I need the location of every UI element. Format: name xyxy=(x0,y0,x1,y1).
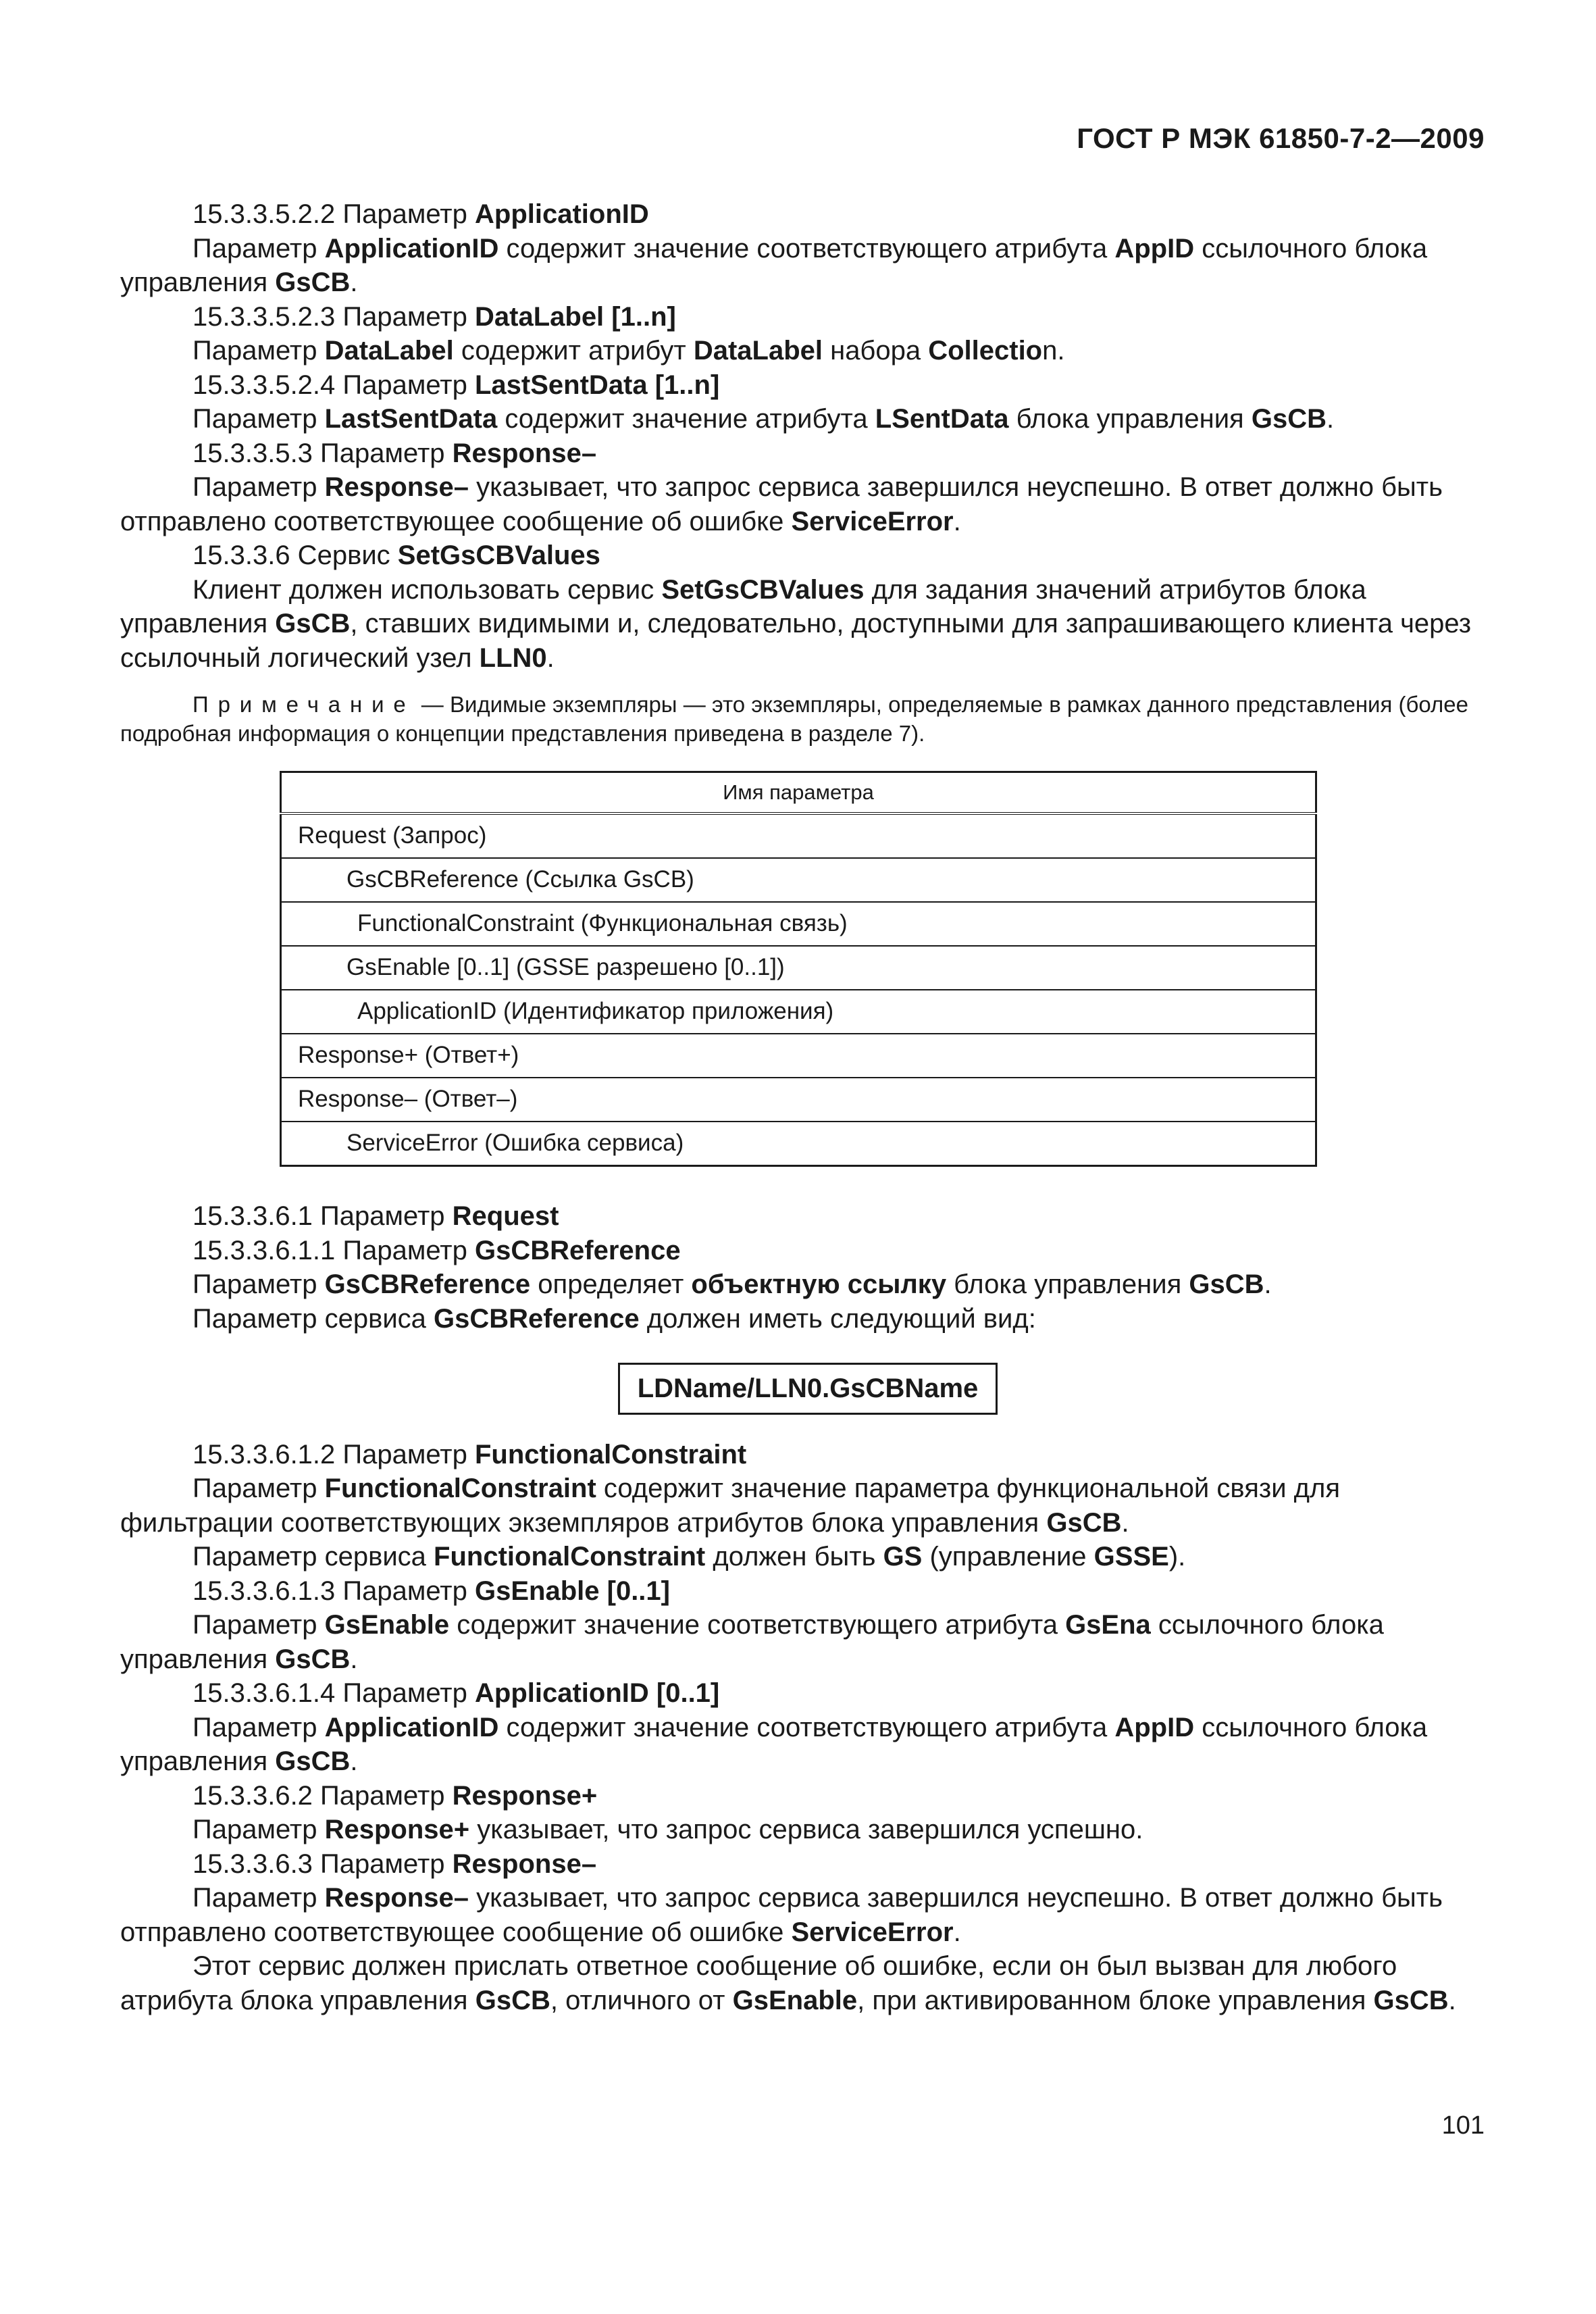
table-row xyxy=(281,858,1316,902)
paragraph: Параметр GsEnable содержит значение соответствующего атрибута GsEna ссылочного блока управления GsCB. xyxy=(120,1610,1384,1674)
paragraph: Этот сервис должен прислать ответное сообщение об ошибке, если он был вызван для любого атрибута блока управления GsCB, отличного от GsEnable, при активированном блоке управления GsCB. xyxy=(120,1951,1456,2015)
table-cell: GsCBReference (Ссылка GsCB) xyxy=(281,858,1316,902)
paragraph: Параметр Response+ указывает, что запрос сервиса завершился успешно. xyxy=(192,1815,1143,1844)
table-cell: ServiceError (Ошибка сервиса) xyxy=(281,1122,1316,1166)
clause-heading: 15.3.3.6 Сервис SetGsCBValues xyxy=(192,540,600,570)
table-cell: Response– (Ответ–) xyxy=(281,1078,1316,1122)
clause-heading: 15.3.3.6.2 Параметр Response+ xyxy=(192,1780,598,1811)
table-row xyxy=(281,902,1316,946)
paragraph: Клиент должен использовать сервис SetGsCBValues для задания значений атрибутов блока управления GsCB, ставших видимыми и, следовательно, доступными для запрашивающего клиента через ссылочный логический узел LLN0. xyxy=(120,574,1472,673)
clause-heading: 15.3.3.5.2.2 Параметр ApplicationID xyxy=(192,199,649,229)
clause-heading: 15.3.3.5.2.3 Параметр DataLabel [1..n] xyxy=(192,301,676,332)
clause-heading: 15.3.3.6.1.3 Параметр GsEnable [0..1] xyxy=(192,1576,670,1606)
page-number: 101 xyxy=(1441,2111,1485,2140)
document-code-header: ГОСТ Р МЭК 61850-7-2—2009 xyxy=(1077,122,1485,154)
table-header: Имя параметра xyxy=(281,772,1316,814)
paragraph: Параметр Response– указывает, что запрос сервиса завершился неуспешно. В ответ должно быть отправлено соответствующее сообщение об ошибке ServiceError. xyxy=(120,1883,1443,1947)
table-row xyxy=(281,1122,1316,1166)
table-row xyxy=(281,1078,1316,1122)
paragraph: Параметр сервиса GsCBReference должен иметь следующий вид: xyxy=(192,1303,1036,1334)
clause-heading: 15.3.3.5.3 Параметр Response– xyxy=(192,438,597,468)
clause-heading: 15.3.3.6.1.2 Параметр FunctionalConstraint xyxy=(192,1439,747,1469)
table-header-row xyxy=(281,772,1316,814)
table-row xyxy=(281,813,1316,858)
paragraph: Параметр DataLabel содержит атрибут DataLabel набора Collection. xyxy=(192,336,1065,366)
paragraph: Параметр Response– указывает, что запрос сервиса завершился неуспешно. В ответ должно быть отправлено соответствующее сообщение об ошибке ServiceError. xyxy=(120,472,1443,536)
table-row xyxy=(281,946,1316,990)
table-cell: FunctionalConstraint (Функциональная связь) xyxy=(281,902,1316,946)
paragraph: Параметр сервиса FunctionalConstraint должен быть GS (управление GSSE). xyxy=(192,1542,1186,1571)
clause-heading: 15.3.3.6.3 Параметр Response– xyxy=(192,1848,597,1879)
table-cell: GsEnable [0..1] (GSSE разрешено [0..1]) xyxy=(281,946,1316,990)
note-text: — Видимые экземпляры — это экземпляры, определяемые в рамках данного представления (более подробная информация о концепции представления приведена в разделе 7). xyxy=(120,692,1468,746)
table-row xyxy=(281,990,1316,1034)
clause-heading: 15.3.3.5.2.4 Параметр LastSentData [1..n] xyxy=(192,370,720,400)
paragraph: Параметр ApplicationID содержит значение соответствующего атрибута AppID ссылочного блока управления GsCB. xyxy=(120,1712,1428,1776)
paragraph: Параметр ApplicationID содержит значение соответствующего атрибута AppID ссылочного блока управления GsCB. xyxy=(120,233,1428,297)
table-cell: Response+ (Ответ+) xyxy=(281,1034,1316,1078)
paragraph: Параметр GsCBReference определяет объектную ссылку блока управления GsCB. xyxy=(192,1269,1272,1299)
clause-heading: 15.3.3.6.1.4 Параметр ApplicationID [0..1] xyxy=(192,1678,720,1708)
note-label: Примечание xyxy=(192,692,415,717)
note xyxy=(120,690,1485,748)
page-content xyxy=(120,197,1485,2017)
paragraph: Параметр LastSentData содержит значение атрибута LSentData блока управления GsCB. xyxy=(192,404,1335,434)
reference-format-box-wrap xyxy=(120,1363,1485,1415)
table-cell: Request (Запрос) xyxy=(281,813,1316,858)
reference-format-box: LDName/LLN0.GsCBName xyxy=(618,1363,998,1415)
table-row xyxy=(281,1034,1316,1078)
paragraph: Параметр FunctionalConstraint содержит значение параметра функциональной связи для фильтрации соответствующих экземпляров атрибутов блока управления GsCB. xyxy=(120,1474,1340,1538)
clause-heading: 15.3.3.6.1.1 Параметр GsCBReference xyxy=(192,1235,681,1265)
parameter-table xyxy=(280,771,1317,1167)
clause-heading: 15.3.3.6.1 Параметр Request xyxy=(192,1201,559,1231)
table-cell: ApplicationID (Идентификатор приложения) xyxy=(281,990,1316,1034)
